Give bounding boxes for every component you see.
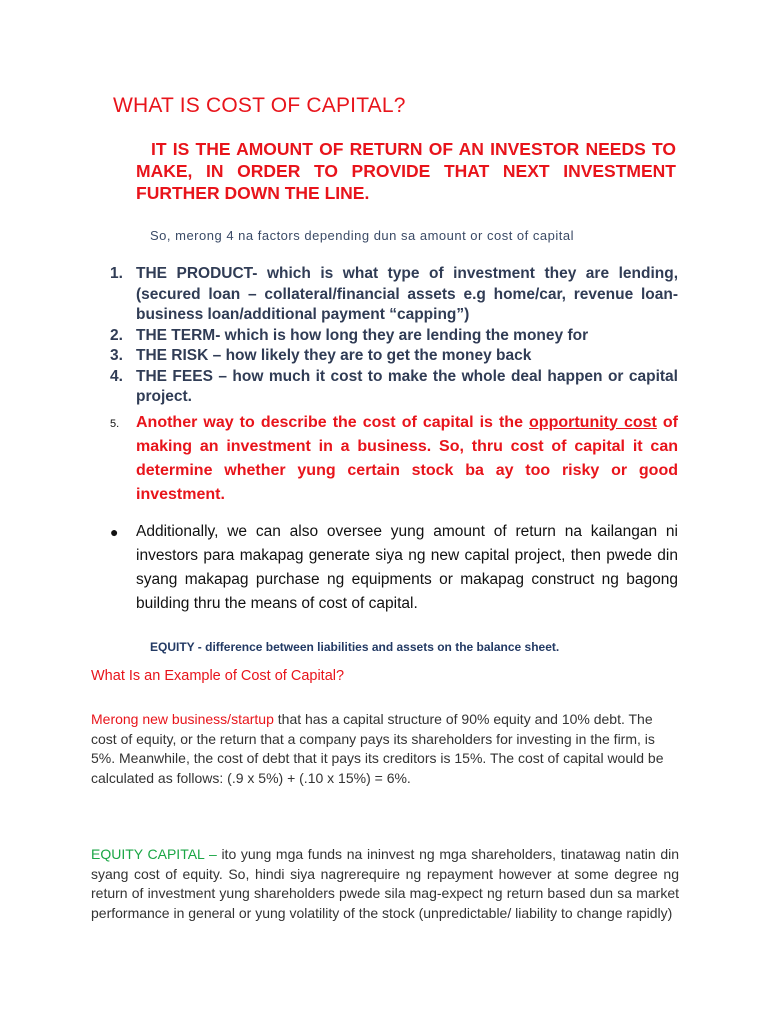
list-number: 3. [110, 347, 123, 364]
opportunity-cost-term: opportunity cost [529, 413, 657, 431]
list-number: 5. [110, 417, 120, 430]
list-number: 1. [110, 265, 123, 282]
list-item-text: THE TERM- which is how long they are lending the money for [136, 326, 589, 344]
example-heading: What Is an Example of Cost of Capital? [91, 668, 345, 684]
list-item-text: Another way to describe the cost of capital is the [136, 413, 530, 431]
equity-definition: EQUITY - difference between liabilities and assets on the balance sheet. [150, 640, 560, 654]
additional-note [110, 520, 678, 616]
equity-capital-body: ito yung mga funds na ininvest ng mga shareholders, tinatawag natin din syang cost of equity. So, hindi siya nagrerequire ng repayment however at some degree ng return of investment yung shareholders pwede sila mag-expect ng return based dun sa market performance in general or yung volatility of the stock (unpredictable/ liability to change rapidly) [91, 846, 679, 921]
list-item-opportunity-cost [110, 411, 678, 507]
equity-capital-paragraph [91, 845, 679, 923]
list-item-text: THE FEES – how much it cost to make the whole deal happen or capital project. [136, 367, 678, 405]
example-body: that has a capital structure of 90% equity and 10% debt. The cost of equity, or the return that a company pays its shareholders for investing in the firm, is 5%. Meanwhile, the cost of debt that it pays its creditors is 15%. The cost of capital would be calculated as follows: (.9 x 5%) + (.10 x 15%) = 6%. [91, 711, 664, 786]
example-lead: Merong new business/startup [91, 711, 274, 727]
equity-capital-lead: EQUITY CAPITAL – [91, 846, 217, 862]
list-number: 4. [110, 367, 123, 385]
bullet-icon: ● [110, 524, 119, 540]
additional-note-text: Additionally, we can also oversee yung amount of return na kailangan ni investors para makapag generate siya ng new capital project, then pwede din syang makapag purchase ng equipments or makapag construct ng bagong building thru the means of cost of capital. [136, 523, 678, 612]
list-number: 2. [110, 326, 123, 344]
list-item [110, 346, 678, 367]
list-item [110, 367, 678, 408]
factor-list [110, 264, 678, 507]
list-item-text: THE RISK – how likely they are to get the money back [136, 347, 532, 364]
definition-text: IT IS THE AMOUNT OF RETURN OF AN INVESTOR NEEDS TO MAKE, IN ORDER TO PROVIDE THAT NEXT INVESTMENT FURTHER DOWN THE LINE. [136, 139, 676, 203]
example-paragraph [91, 710, 671, 788]
page-title: WHAT IS COST OF CAPITAL? [113, 94, 406, 117]
list-item [110, 326, 678, 347]
list-item-text: of making an investment in a business. So, thru cost of capital it can determine whether yung certain stock ba ay too risky or good investment. [136, 413, 679, 503]
list-item-text: THE PRODUCT- which is what type of investment they are lending, (secured loan – collateral/financial assets e.g home/car, revenue loan-business loan/additional payment “capping”) [136, 265, 678, 323]
list-item [110, 264, 678, 326]
intro-text: So, merong 4 na factors depending dun sa amount or cost of capital [150, 228, 574, 243]
